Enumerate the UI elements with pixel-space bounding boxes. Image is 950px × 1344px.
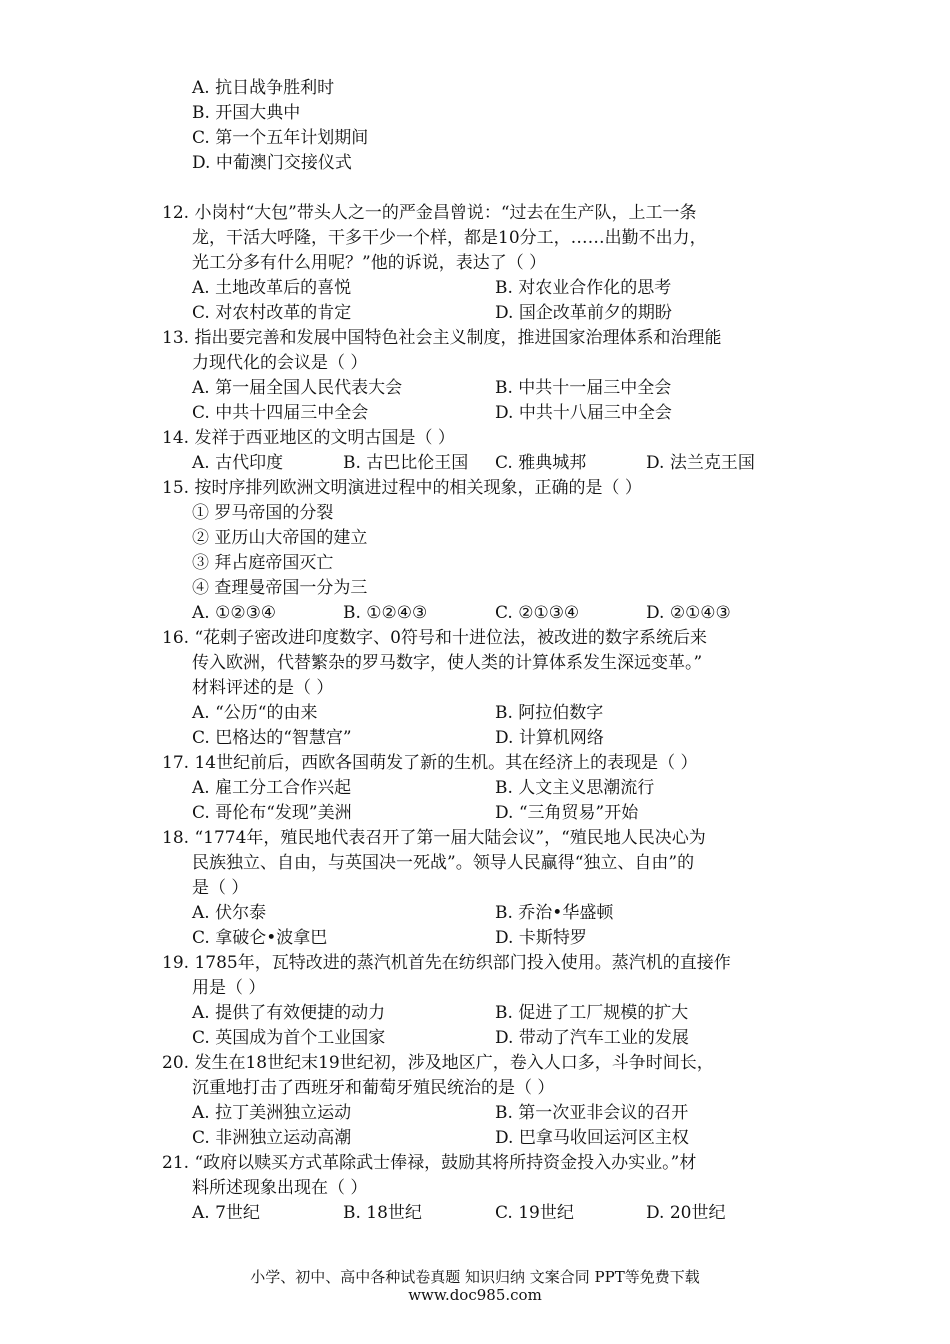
- q13-option-d: D. 中共十八届三中全会: [495, 403, 672, 423]
- q12-option-b: B. 对农业合作化的思考: [495, 278, 672, 298]
- q16-stem-line-3: 材料评述的是（ ）: [192, 678, 334, 698]
- q15-option-a: A. ①②③④: [192, 603, 277, 623]
- q21-option-a: A. 7世纪: [192, 1203, 260, 1223]
- q16-option-c: C. 巴格达的“智慧宫”: [192, 728, 352, 748]
- q15-item-3: ③ 拜占庭帝国灭亡: [192, 553, 334, 573]
- q14-option-b: B. 古巴比伦王国: [343, 453, 469, 473]
- q16-stem-line-1: 16. “花剌子密改进印度数字、0符号和十进位法，被改进的数字系统后来: [162, 628, 707, 648]
- q16-option-b: B. 阿拉伯数字: [495, 703, 604, 723]
- q15-option-b: B. ①②④③: [343, 603, 428, 623]
- q14-option-d: D. 法兰克王国: [646, 453, 755, 473]
- q20-option-b: B. 第一次亚非会议的召开: [495, 1103, 689, 1123]
- q11-option-b: B. 开国大典中: [192, 103, 301, 123]
- q19-option-a: A. 提供了有效便捷的动力: [192, 1003, 386, 1023]
- q14-option-c: C. 雅典城邦: [495, 453, 587, 473]
- q13-stem-line-1: 13. 指出要完善和发展中国特色社会主义制度，推进国家治理体系和治理能: [162, 328, 722, 348]
- q16-option-a: A. “公历“的由来: [192, 703, 318, 723]
- q17-option-b: B. 人文主义思潮流行: [495, 778, 655, 798]
- q18-stem-line-3: 是（ ）: [192, 878, 249, 898]
- q20-stem-line-1: 20. 发生在18世纪末19世纪初，涉及地区广，卷入人口多，斗争时间长，: [162, 1053, 714, 1073]
- q21-option-b: B. 18世纪: [343, 1203, 422, 1223]
- q18-stem-line-2: 民族独立、自由，与英国决一死战”。领导人民赢得“独立、自由”的: [192, 853, 695, 873]
- q19-stem-line-1: 19. 1785年，瓦特改进的蒸汽机首先在纺织部门投入使用。蒸汽机的直接作: [162, 953, 731, 973]
- q12-stem-line-2: 龙，干活大呼隆，干多干少一个样，都是10分工，……出勤不出力，: [192, 228, 707, 248]
- q15-option-d: D. ②①④③: [646, 603, 731, 623]
- q13-stem-line-2: 力现代化的会议是（ ）: [192, 353, 368, 373]
- q12-stem-line-1: 12. 小岗村“大包”带头人之一的严金昌曾说：“过去在生产队，上工一条: [162, 203, 697, 223]
- q18-option-c: C. 拿破仑•波拿巴: [192, 928, 328, 948]
- q11-option-a: A. 抗日战争胜利时: [192, 78, 335, 98]
- q17-option-a: A. 雇工分工合作兴起: [192, 778, 352, 798]
- q13-option-a: A. 第一届全国人民代表大会: [192, 378, 403, 398]
- q21-stem-line-2: 料所述现象出现在（ ）: [192, 1178, 368, 1198]
- footer-website-link[interactable]: www.doc985.com: [408, 1286, 542, 1304]
- q15-stem-line-1: 15. 按时序排列欧洲文明演进过程中的相关现象，正确的是（ ）: [162, 478, 642, 498]
- q21-option-c: C. 19世纪: [495, 1203, 574, 1223]
- q17-option-c: C. 哥伦布“发现”美洲: [192, 803, 352, 823]
- q12-stem-line-3: 光工分多有什么用呢？”他的诉说，表达了（ ）: [192, 253, 547, 273]
- q11-option-c: C. 第一个五年计划期间: [192, 128, 369, 148]
- q14-option-a: A. 古代印度: [192, 453, 284, 473]
- q18-option-a: A. 伏尔泰: [192, 903, 267, 923]
- q18-option-b: B. 乔治•华盛顿: [495, 903, 614, 923]
- q15-item-2: ② 亚历山大帝国的建立: [192, 528, 368, 548]
- q19-option-c: C. 英国成为首个工业国家: [192, 1028, 386, 1048]
- q20-option-d: D. 巴拿马收回运河区主权: [495, 1128, 689, 1148]
- q14-stem-line-1: 14. 发祥于西亚地区的文明古国是（ ）: [162, 428, 455, 448]
- q21-option-d: D. 20世纪: [646, 1203, 726, 1223]
- q15-item-4: ④ 查理曼帝国一分为三: [192, 578, 368, 598]
- q12-option-c: C. 对农村改革的肯定: [192, 303, 352, 323]
- q19-option-b: B. 促进了工厂规模的扩大: [495, 1003, 689, 1023]
- q13-option-c: C. 中共十四届三中全会: [192, 403, 369, 423]
- q20-option-c: C. 非洲独立运动高潮: [192, 1128, 352, 1148]
- q17-stem-line-1: 17. 14世纪前后，西欧各国萌发了新的生机。其在经济上的表现是（ ）: [162, 753, 698, 773]
- q21-stem-line-1: 21. “政府以赎买方式革除武士俸禄，鼓励其将所持资金投入办实业。”材: [162, 1153, 697, 1173]
- q15-option-c: C. ②①③④: [495, 603, 580, 623]
- q15-item-1: ① 罗马帝国的分裂: [192, 503, 334, 523]
- q19-option-d: D. 带动了汽车工业的发展: [495, 1028, 689, 1048]
- q16-stem-line-2: 传入欧洲，代替繁杂的罗马数字，使人类的计算体系发生深远变革。”: [192, 653, 703, 673]
- q17-option-d: D. “三角贸易”开始: [495, 803, 639, 823]
- q18-stem-line-1: 18. “1774年，殖民地代表召开了第一届大陆会议”，“殖民地人民决心为: [162, 828, 706, 848]
- q11-option-d: D. 中葡澳门交接仪式: [192, 153, 352, 173]
- q19-stem-line-2: 用是（ ）: [192, 978, 266, 998]
- q20-option-a: A. 拉丁美洲独立运动: [192, 1103, 352, 1123]
- q18-option-d: D. 卡斯特罗: [495, 928, 587, 948]
- q12-option-d: D. 国企改革前夕的期盼: [495, 303, 672, 323]
- footer-tagline: 小学、初中、高中各种试卷真题 知识归纳 文案合同 PPT等免费下载: [250, 1268, 700, 1286]
- q13-option-b: B. 中共十一届三中全会: [495, 378, 672, 398]
- q16-option-d: D. 计算机网络: [495, 728, 604, 748]
- q12-option-a: A. 土地改革后的喜悦: [192, 278, 352, 298]
- q20-stem-line-2: 沉重地打击了西班牙和葡萄牙殖民统治的是（ ）: [192, 1078, 555, 1098]
